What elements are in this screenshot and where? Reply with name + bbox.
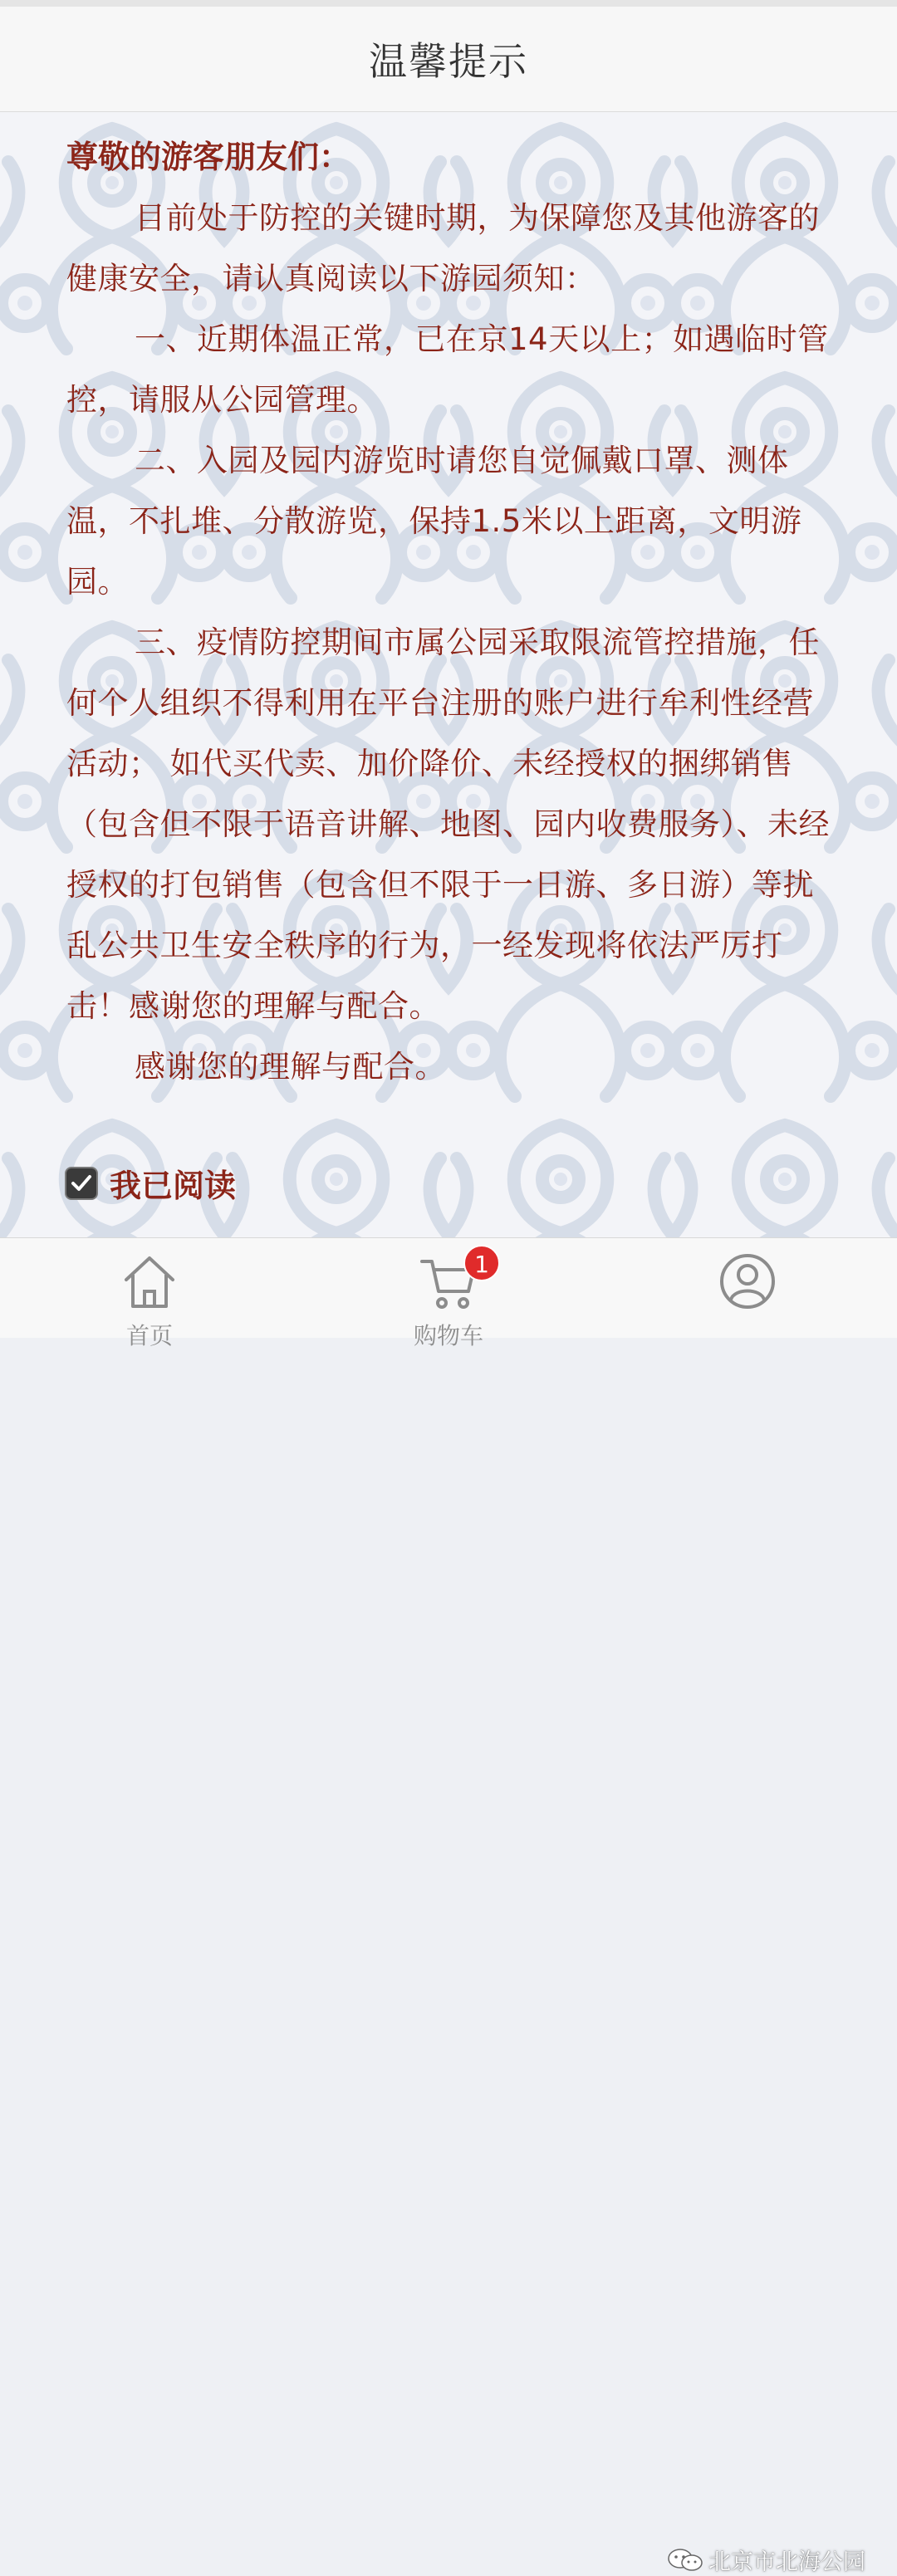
notice-paragraph-rule-2: 二、入园及园内游览时请您自觉佩戴口罩、测体温，不扎堆、分散游览，保持1.5米以上距离，文明游园。 xyxy=(66,443,802,600)
checkmark-icon xyxy=(70,1172,93,1195)
tab-home[interactable] xyxy=(66,1238,233,1349)
watermark-text: 北京市北海公园 xyxy=(708,2549,865,2575)
home-icon xyxy=(120,1251,179,1311)
tab-profile[interactable] xyxy=(664,1238,831,1338)
notice-paragraph-rule-3: 三、疫情防控期间市属公园采取限流管控措施，任何个人组织不得利用在平台注册的账户进行牟利性经营活动； 如代买代卖、加价降价、未经授权的捆绑销售（包含但不限于语音讲解、地图、园内收费服务）、未经授权的打包销售（包含但不限于一日游、多日游）等扰乱公共卫生安全秩序的行为，一经发现将依法严厉打击！感谢您的理解与配合。 xyxy=(66,624,830,1024)
notice-paragraph-intro: 目前处于防控的关键时期，为保障您及其他游客的健康安全，请认真阅读以下游园须知： xyxy=(66,200,820,296)
read-checkbox-label[interactable]: 我已阅读 xyxy=(110,1168,237,1204)
read-confirmation[interactable] xyxy=(65,1160,236,1206)
bottom-tab-bar xyxy=(0,1237,897,2575)
page-title: 温馨提示 xyxy=(369,39,528,84)
notice-paragraph-rule-1: 一、近期体温正常，已在京14天以上；如遇临时管控，请服从公园管理。 xyxy=(66,321,829,418)
greeting-text: 尊敬的游客朋友们： xyxy=(66,139,351,175)
user-icon xyxy=(718,1251,777,1311)
status-strip xyxy=(0,0,897,7)
page-header xyxy=(0,7,897,112)
notice-paragraph-thanks: 感谢您的理解与配合。 xyxy=(135,1049,446,1085)
cart-badge: 1 xyxy=(463,1245,500,1281)
notice-text xyxy=(66,127,831,1097)
tab-cart[interactable] xyxy=(365,1238,532,1349)
read-checkbox[interactable] xyxy=(65,1167,98,1200)
notice-panel[interactable] xyxy=(0,112,897,1237)
watermark xyxy=(667,2544,865,2576)
tab-cart-label: 购物车 xyxy=(413,1322,483,1349)
tab-home-label: 首页 xyxy=(125,1322,173,1349)
wechat-icon xyxy=(667,2548,703,2573)
